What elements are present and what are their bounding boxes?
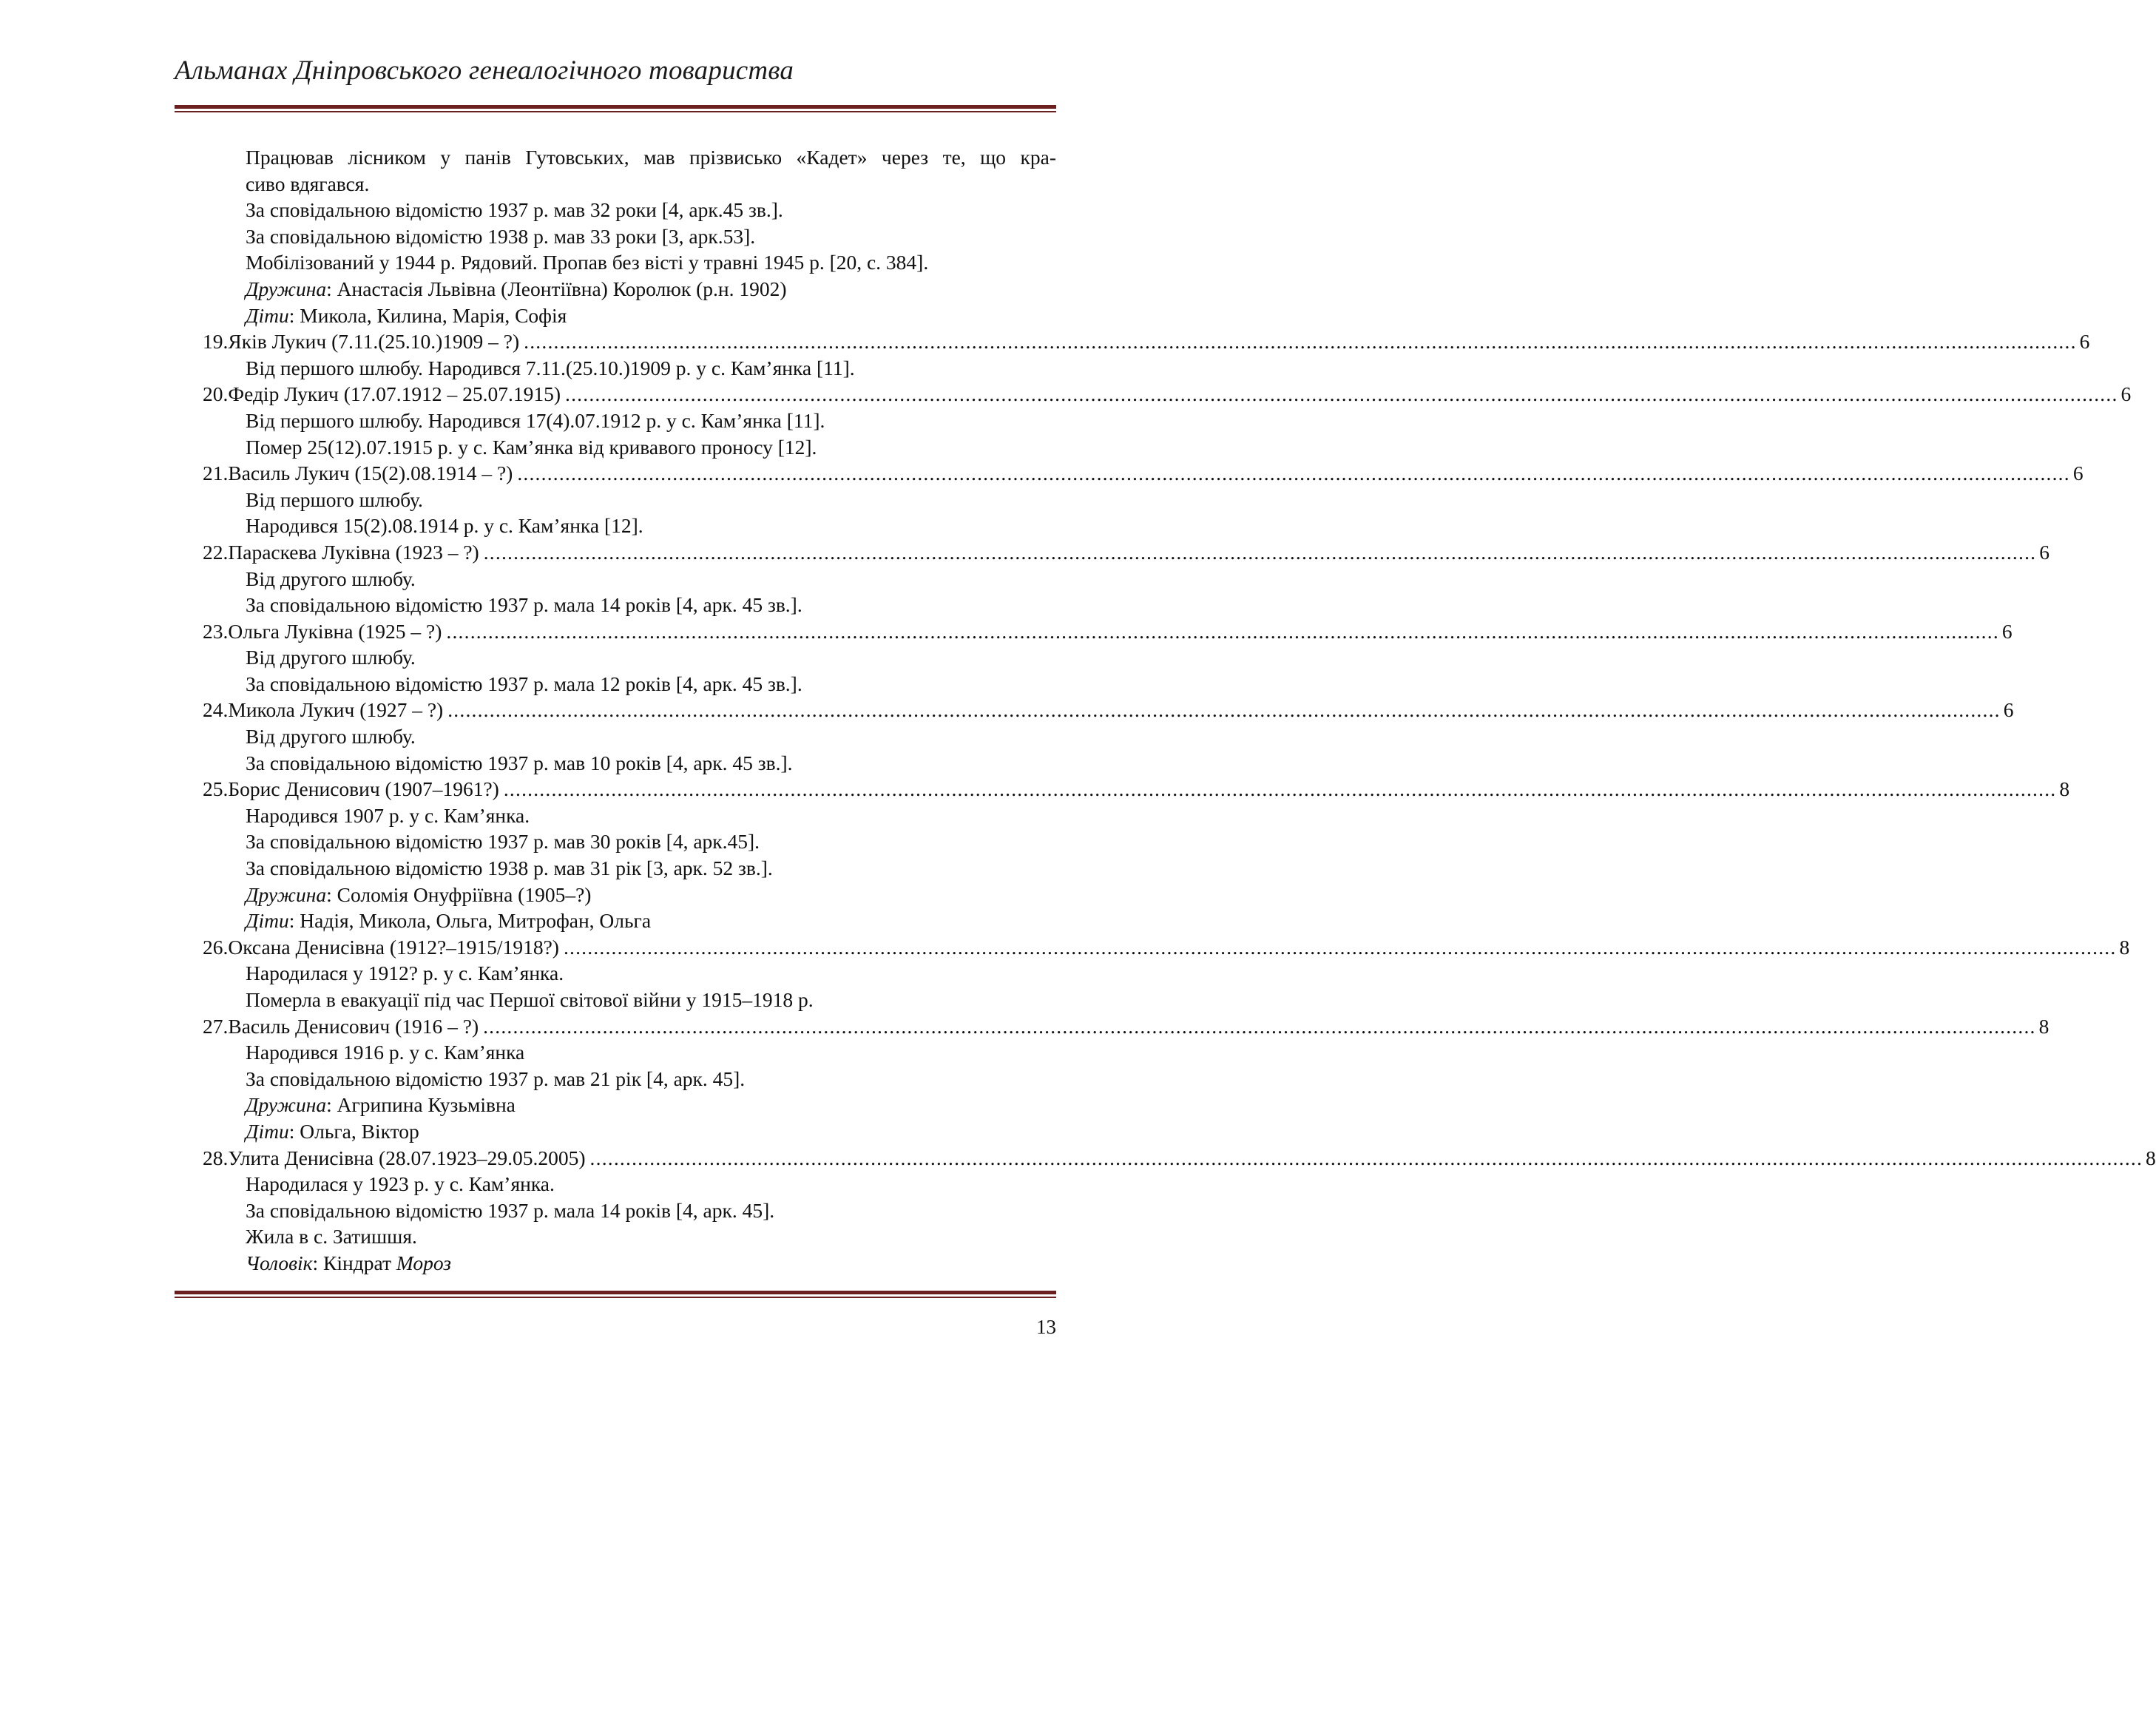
text-line	[0, 1197, 1223, 1224]
entry-page-ref: 6	[2072, 462, 2084, 485]
text-line	[0, 171, 1223, 197]
text-line	[0, 197, 1223, 223]
text-line	[0, 487, 1223, 513]
header-rule	[175, 105, 1056, 112]
genealogy-entry	[0, 381, 2132, 408]
entry-page-ref: 6	[2003, 698, 2014, 722]
genealogy-entry	[0, 1145, 2156, 1172]
entry-number: 19.	[203, 330, 229, 354]
text-line	[0, 828, 1223, 855]
entry-title: Яків Лукич (7.11.(25.10.)1909 – ?)	[228, 330, 520, 354]
leader-dots: ....................................................................................................................................................................................................................................................................	[446, 619, 1999, 643]
leader-dots: ....................................................................................................................................................................................................................................................................	[447, 698, 2001, 722]
genealogy-entry	[0, 618, 2013, 645]
text-line	[0, 803, 1223, 829]
line-text: Від другого шлюбу.	[246, 646, 416, 669]
entry-page-ref: 8	[2059, 777, 2070, 801]
entry-page-ref: 6	[2039, 540, 2049, 564]
entry-title: Микола Лукич (1927 – ?)	[228, 698, 444, 722]
line-text: Від другого шлюбу.	[246, 567, 416, 590]
line-text: Народився 15(2).08.1914 р. у с. Кам’янка [12].	[246, 514, 643, 538]
text-line	[0, 513, 1223, 539]
relation-label: Діти	[246, 303, 289, 327]
line-text: сиво вдягався.	[246, 172, 370, 195]
leader-dots: ....................................................................................................................................................................................................................................................................	[483, 540, 2037, 564]
genealogy-entry	[0, 539, 2049, 566]
relation-text	[246, 1250, 451, 1277]
relation-line	[0, 303, 1223, 329]
entry-line	[203, 328, 2090, 355]
relation-text	[246, 276, 786, 303]
entry-line	[203, 618, 2013, 645]
line-text: За сповідальною відомістю 1937 р. мав 10 років [4, арк. 45 зв.].	[246, 751, 793, 774]
leader-dots: ....................................................................................................................................................................................................................................................................	[503, 777, 2057, 801]
relation-value: : Соломія Онуфріївна (1905–?)	[326, 882, 592, 906]
entry-title: Оксана Денисівна (1912?–1915/1918?)	[228, 935, 559, 959]
line-text: За сповідальною відомістю 1938 р. мав 31 рік [3, арк. 52 зв.].	[246, 856, 773, 880]
genealogy-entry	[0, 460, 2084, 487]
text-line	[0, 723, 1223, 750]
relation-line	[0, 908, 1223, 934]
line-text: Жила в с. Затишшя.	[246, 1225, 417, 1248]
text-line	[0, 566, 1223, 592]
entry-title: Борис Денисович (1907–1961?)	[228, 777, 499, 801]
text-line	[0, 434, 1223, 461]
leader-dots: ....................................................................................................................................................................................................................................................................	[563, 935, 2117, 959]
text-line	[0, 408, 1223, 434]
text-line	[0, 750, 1223, 777]
line-text: Працював лісником у панів Гутовських, мав прізвисько «Кадет» через те, що кра-	[246, 146, 1056, 169]
entry-page-ref: 8	[2146, 1146, 2156, 1169]
line-text: Мобілізований у 1944 р. Рядовий. Пропав без вісті у травні 1945 р. [20, с. 384].	[246, 251, 929, 274]
entry-title: Ольга Луківна (1925 – ?)	[228, 619, 442, 643]
entry-title: Улита Денисівна (28.07.1923–29.05.2005)	[228, 1146, 586, 1169]
text-line	[0, 249, 1223, 276]
entry-line	[203, 776, 2070, 803]
almanac-title: Альманах Дніпровського генеалогічного товариства	[175, 55, 794, 86]
line-text: Народився 1907 р. у с. Кам’янка.	[246, 803, 530, 827]
entry-line	[203, 697, 2014, 723]
entry-number: 24.	[203, 698, 229, 722]
line-text: За сповідальною відомістю 1937 р. мала 14 років [4, арк. 45].	[246, 1198, 775, 1222]
relation-label: Дружина	[246, 1093, 327, 1117]
text-line	[0, 960, 1223, 987]
text-line	[0, 355, 1223, 382]
relation-label: Дружина	[246, 277, 327, 300]
relation-value: : Микола, Килина, Марія, Софія	[288, 303, 567, 327]
leader-dots: ....................................................................................................................................................................................................................................................................	[589, 1146, 2143, 1169]
entry-number: 25.	[203, 777, 229, 801]
text-line	[0, 987, 1223, 1013]
entry-number: 28.	[203, 1146, 229, 1169]
entry-line	[203, 1145, 2156, 1172]
relation-line	[0, 1250, 1223, 1277]
line-text: Народився 1916 р. у с. Кам’янка	[246, 1041, 525, 1064]
relation-value: : Ольга, Віктор	[288, 1119, 419, 1143]
text-line	[0, 1171, 1223, 1197]
entry-page-ref: 6	[2120, 382, 2132, 406]
entry-page-ref: 6	[2079, 330, 2090, 354]
relation-value: : Агрипина Кузьмівна	[326, 1093, 516, 1117]
entry-title: Василь Лукич (15(2).08.1914 – ?)	[228, 462, 513, 485]
surname: Мороз	[396, 1251, 452, 1274]
relation-value: : Анастасія Львівна (Леонтіївна) Королюк (р.н. 1902)	[326, 277, 787, 300]
text-line	[0, 223, 1223, 250]
line-text: Від першого шлюбу. Народився 7.11.(25.10.)1909 р. у с. Кам’янка [11].	[246, 356, 855, 379]
entry-number: 20.	[203, 382, 229, 406]
genealogy-entry	[0, 934, 2130, 961]
text-line	[0, 671, 1223, 697]
relation-label: Діти	[246, 909, 289, 933]
relation-text	[246, 908, 651, 934]
leader-dots: ....................................................................................................................................................................................................................................................................	[524, 330, 2077, 354]
text-line	[0, 592, 1223, 618]
line-text: За сповідальною відомістю 1937 р. мала 12 років [4, арк. 45 зв.].	[246, 672, 802, 695]
entry-number: 23.	[203, 619, 229, 643]
entry-page-ref: 8	[2038, 1014, 2049, 1038]
text-line	[0, 644, 1223, 671]
entry-number: 22.	[203, 540, 229, 564]
line-text: Від першого шлюбу.	[246, 487, 423, 511]
text-line	[0, 855, 1223, 882]
line-text: Померла в евакуації під час Першої світової війни у 1915–1918 р.	[246, 988, 814, 1011]
line-text: Народилася у 1923 р. у с. Кам’янка.	[246, 1172, 555, 1196]
entry-line	[203, 539, 2049, 566]
footer-rule	[175, 1291, 1056, 1298]
relation-line	[0, 1118, 1223, 1145]
line-text: За сповідальною відомістю 1937 р. мала 14 років [4, арк. 45 зв.].	[246, 593, 802, 617]
entry-line	[203, 1013, 2049, 1040]
line-text: За сповідальною відомістю 1937 р. мав 21 рік [4, арк. 45].	[246, 1067, 746, 1090]
line-text: Від першого шлюбу. Народився 17(4).07.1912 р. у с. Кам’янка [11].	[246, 408, 825, 432]
entry-line	[203, 934, 2130, 961]
relation-line	[0, 1092, 1223, 1118]
line-text: За сповідальною відомістю 1937 р. мав 32 роки [4, арк.45 зв.].	[246, 198, 783, 222]
entry-number: 21.	[203, 462, 229, 485]
entry-title: Параскева Луківна (1923 – ?)	[228, 540, 479, 564]
leader-dots: ....................................................................................................................................................................................................................................................................	[565, 382, 2118, 406]
line-text: За сповідальною відомістю 1937 р. мав 30 років [4, арк.45].	[246, 830, 760, 854]
line-text: Помер 25(12).07.1915 р. у с. Кам’янка від кривавого проносу [12].	[246, 435, 817, 459]
entry-title: Василь Денисович (1916 – ?)	[228, 1014, 479, 1038]
relation-text	[246, 1092, 516, 1118]
relation-text	[246, 303, 567, 329]
relation-label: Чоловік	[246, 1251, 313, 1274]
line-text: За сповідальною відомістю 1938 р. мав 33 роки [3, арк.53].	[246, 224, 756, 248]
relation-value: : Надія, Микола, Ольга, Митрофан, Ольга	[288, 909, 652, 933]
entry-line	[203, 381, 2132, 408]
relation-label: Дружина	[246, 882, 327, 906]
relation-text	[246, 882, 591, 908]
genealogy-entry	[0, 328, 2090, 355]
entry-line	[203, 460, 2084, 487]
entry-title: Федір Лукич (17.07.1912 – 25.07.1915)	[228, 382, 561, 406]
entry-number: 26.	[203, 935, 229, 959]
relation-value: : Кіндрат	[312, 1251, 396, 1274]
line-text: Від другого шлюбу.	[246, 725, 416, 749]
genealogy-entry	[0, 1013, 2049, 1040]
text-line	[0, 144, 1223, 171]
relation-text	[246, 1118, 419, 1145]
text-line	[0, 1039, 1223, 1066]
relation-line	[0, 882, 1223, 908]
relation-label: Діти	[246, 1119, 289, 1143]
genealogy-entry	[0, 776, 2070, 803]
relation-line	[0, 276, 1223, 303]
genealogy-entry	[0, 697, 2014, 723]
entry-page-ref: 8	[2119, 935, 2130, 959]
line-text: Народилася у 1912? р. у с. Кам’янка.	[246, 962, 564, 985]
leader-dots: ....................................................................................................................................................................................................................................................................	[517, 462, 2070, 485]
page-number: 13	[1036, 1316, 1056, 1338]
text-line	[0, 1223, 1223, 1250]
leader-dots: ....................................................................................................................................................................................................................................................................	[483, 1014, 2036, 1038]
text-line	[0, 1066, 1223, 1092]
entry-number: 27.	[203, 1014, 229, 1038]
document-body	[0, 144, 2156, 1277]
entry-page-ref: 6	[2001, 619, 2013, 643]
